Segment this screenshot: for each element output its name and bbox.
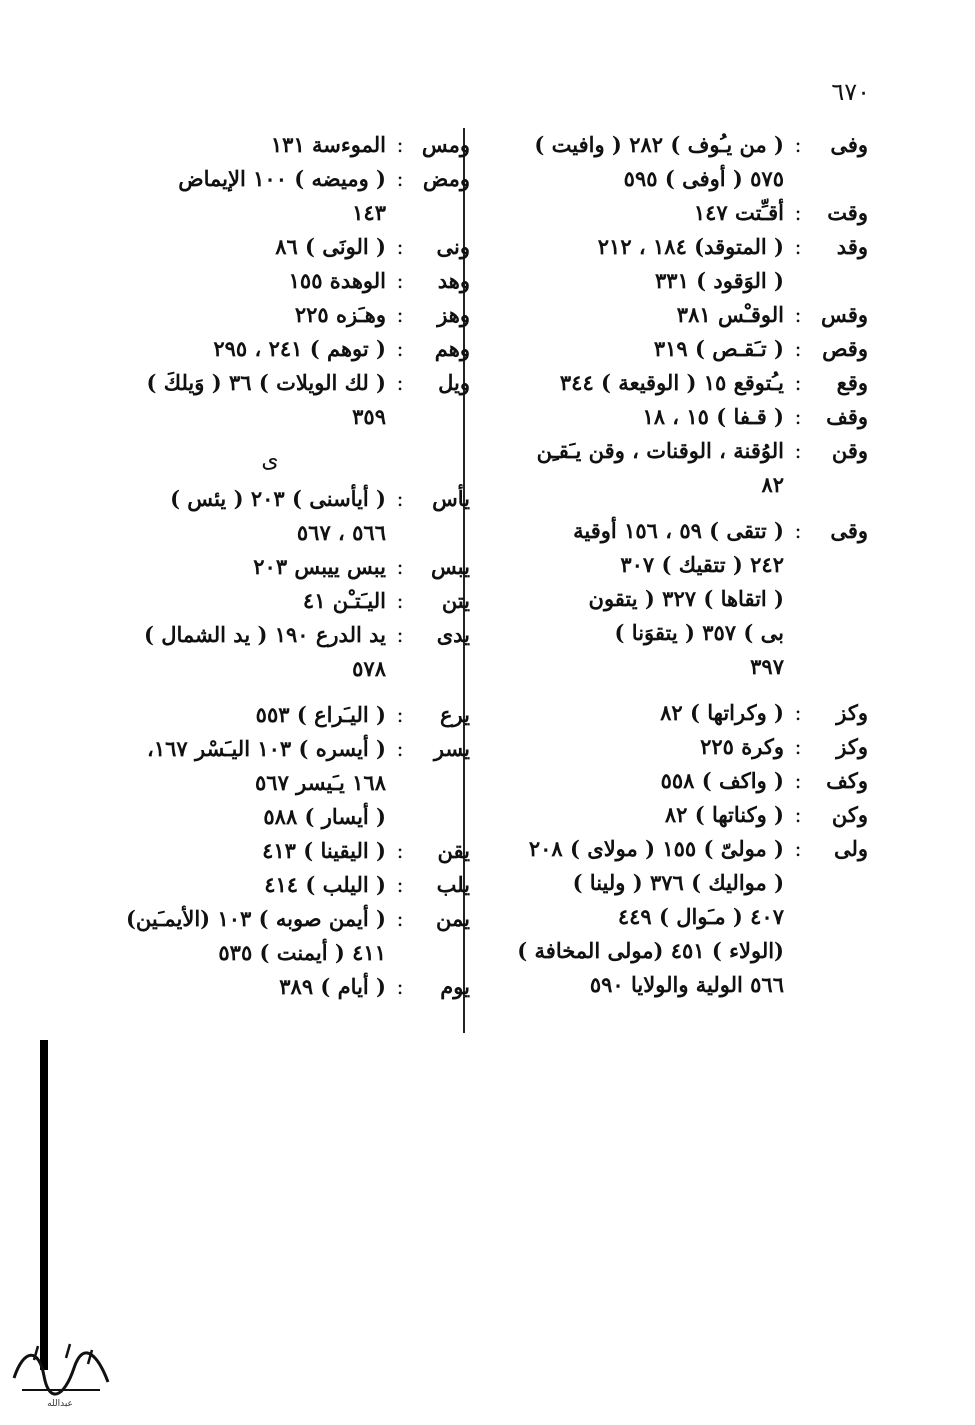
index-entry [70, 698, 470, 732]
reference-line: ٥٦٦ ، ٥٦٧ [296, 520, 386, 545]
index-entry [70, 162, 470, 230]
reference-line: ( مواليك ) ٣٧٦ ( ولينا ) [572, 870, 784, 895]
reference-line: ٤١١ ( أيمنت ) ٥٣٥ [218, 940, 386, 965]
entry-references [70, 732, 386, 834]
entry-separator: : [396, 133, 404, 157]
entry-separator: : [794, 371, 802, 395]
reference-line: (الولاء ) ٤٥١ (مولى المخافة ) [517, 938, 784, 963]
entry-separator: : [794, 201, 802, 225]
entry-references [70, 868, 386, 902]
reference-line: الوهدة ١٥٥ [288, 268, 386, 293]
reference-line: وكرة ٢٢٥ [700, 734, 784, 759]
entry-separator: : [396, 839, 404, 863]
entry-root: يرع [440, 702, 470, 727]
entry-root: وكن [831, 802, 868, 827]
entry-references [70, 332, 386, 366]
entry-references [468, 764, 784, 798]
reference-line: ( أيام ) ٣٨٩ [279, 974, 386, 999]
entry-separator: : [396, 167, 404, 191]
reference-line: ( أيأسنى ) ٢٠٣ ( يئس ) [170, 486, 386, 511]
entry-separator: : [396, 975, 404, 999]
entry-gap [70, 686, 470, 698]
entry-root: يوم [440, 974, 470, 999]
entry-root: وكز [836, 700, 868, 725]
entry-references [468, 366, 784, 400]
entry-references [70, 834, 386, 868]
entry-separator: : [794, 519, 802, 543]
reference-line: ( من يـُوف ) ٢٨٢ ( وافيت ) [534, 132, 784, 157]
entry-root: ونى [436, 234, 470, 259]
reference-line: ٥٦٦ الولية والولايا ٥٩٠ [589, 972, 784, 997]
reference-line: ( قـفا ) ١٥ ، ١٨ [642, 404, 784, 429]
entry-references [468, 730, 784, 764]
reference-line: ٥٧٨ [352, 656, 386, 681]
reference-line: ( واكف ) ٥٥٨ [660, 768, 784, 793]
index-entry [70, 482, 470, 550]
reference-line: ( توهم ) ٢٤١ ، ٢٩٥ [213, 336, 386, 361]
entry-references [468, 798, 784, 832]
reference-line: ٨٢ [761, 472, 784, 497]
entry-references [70, 230, 386, 264]
reference-line: الوُقنة ، الوقنات ، وقن يـَقـِن [536, 438, 784, 463]
entry-separator: : [794, 803, 802, 827]
entry-root: وفى [830, 132, 868, 157]
entry-separator: : [794, 769, 802, 793]
entry-root: وقد [836, 234, 868, 259]
entry-references [70, 970, 386, 1004]
entry-references [468, 332, 784, 366]
entry-references [70, 264, 386, 298]
entry-references [70, 550, 386, 584]
reference-line: ( المتوقد) ١٨٤ ، ٢١٢ [597, 234, 784, 259]
reference-line: ( اليـَراع ) ٥٥٣ [255, 702, 386, 727]
entry-root: يدى [436, 622, 470, 647]
reference-line: بى ) ٣٥٧ ( يتقوَنا ) [614, 620, 784, 645]
entry-root: يمن [436, 906, 470, 931]
entry-references [468, 230, 784, 298]
entry-references [468, 298, 784, 332]
entry-root: وهم [434, 336, 470, 361]
index-entry [468, 730, 868, 764]
reference-line: ١٦٨ يـَيسر ٥٦٧ [255, 770, 386, 795]
index-entry [468, 366, 868, 400]
entry-separator: : [396, 303, 404, 327]
section-letter-heading: ى [261, 448, 279, 473]
entry-separator: : [396, 269, 404, 293]
reference-line: ( الوَقود ) ٣٣١ [655, 268, 784, 293]
index-entry [70, 550, 470, 584]
reference-line: يبس ييبس ٢٠٣ [253, 554, 386, 579]
reference-line: أقـِّتت ١٤٧ [693, 200, 784, 225]
index-entry [70, 834, 470, 868]
entry-references [468, 400, 784, 434]
entry-root: يلب [436, 872, 470, 897]
index-entry [70, 264, 470, 298]
index-entry [468, 832, 868, 1002]
entry-references [70, 298, 386, 332]
entry-separator: : [396, 703, 404, 727]
reference-line: ( وكناتها ) ٨٢ [664, 802, 784, 827]
reference-line: ( لك الويلات ) ٣٦ ( وَيلكَ ) [146, 370, 386, 395]
reference-line: الموءسة ١٣١ [270, 132, 386, 157]
entry-separator: : [396, 371, 404, 395]
index-entry [468, 798, 868, 832]
index-column-left [70, 128, 470, 1004]
reference-line: ( أيمن صوبه ) ١٠٣ (الأيمـَين) [125, 906, 386, 931]
entry-references [468, 832, 784, 1002]
reference-line: الوقـْس ٣٨١ [676, 302, 784, 327]
entry-root: وهد [437, 268, 470, 293]
entry-root: وقن [831, 438, 868, 463]
reference-line: ( أيسار ) ٥٨٨ [263, 804, 386, 829]
entry-root: وقص [822, 336, 868, 361]
entry-references [70, 618, 386, 686]
index-entry [468, 196, 868, 230]
entry-references [468, 196, 784, 230]
index-entry [70, 128, 470, 162]
publisher-logo [4, 1338, 116, 1412]
entry-separator: : [396, 737, 404, 761]
entry-root: ومس [421, 132, 470, 157]
index-entry [468, 434, 868, 502]
entry-references [468, 434, 784, 502]
reference-line: ( تـَقـص ) ٣١٩ [653, 336, 784, 361]
entry-references [70, 902, 386, 970]
page-number: ٦٧٠ [831, 78, 870, 106]
reference-line: ( اليلب ) ٤١٤ [264, 872, 386, 897]
reference-line: يـُتوقع ١٥ ( الوقيعة ) ٣٤٤ [559, 370, 784, 395]
entry-root: ولى [833, 836, 868, 861]
reference-line: ( وكراتها ) ٨٢ [660, 700, 784, 725]
entry-separator: : [396, 907, 404, 931]
entry-separator: : [794, 235, 802, 259]
index-entry [70, 618, 470, 686]
entry-references [70, 128, 386, 162]
reference-line: ٥٧٥ ( أوفى ) ٥٩٥ [623, 166, 784, 191]
reference-line: ( مولىّ ) ١٥٥ ( مولاى ) ٢٠٨ [528, 836, 784, 861]
entry-separator: : [794, 337, 802, 361]
index-entry [468, 332, 868, 366]
index-entry [70, 868, 470, 902]
entry-references [468, 514, 784, 684]
margin-bar [40, 1040, 48, 1370]
entry-root: وقف [826, 404, 868, 429]
reference-line: اليـَتـْن ٤١ [302, 588, 386, 613]
entry-separator: : [794, 133, 802, 157]
reference-line: ( اتقاها ) ٣٢٧ ( يتقون [588, 586, 784, 611]
reference-line: ٣٥٩ [352, 404, 386, 429]
entry-separator: : [794, 405, 802, 429]
index-entry [468, 128, 868, 196]
entry-separator: : [794, 735, 802, 759]
entry-separator: : [794, 701, 802, 725]
entry-separator: : [396, 623, 404, 647]
entry-gap [468, 502, 868, 514]
entry-separator: : [396, 235, 404, 259]
reference-line: يد الدرع ١٩٠ ( يد الشمال ) [143, 622, 386, 647]
entry-separator: : [396, 555, 404, 579]
reference-line: ١٤٣ [352, 200, 386, 225]
entry-separator: : [396, 589, 404, 613]
reference-line: ( الونَى ) ٨٦ [275, 234, 386, 259]
index-entry [70, 902, 470, 970]
entry-separator: : [396, 487, 404, 511]
index-entry [70, 332, 470, 366]
index-entry [468, 298, 868, 332]
entry-references [70, 584, 386, 618]
entry-root: ويل [438, 370, 470, 395]
index-entry [70, 584, 470, 618]
entry-references [70, 698, 386, 732]
index-entry [468, 400, 868, 434]
entry-root: وقس [821, 302, 868, 327]
entry-references [468, 696, 784, 730]
index-entry [70, 366, 470, 434]
entry-root: وقت [827, 200, 868, 225]
entry-references [70, 366, 386, 434]
entry-root: يبس [431, 554, 470, 579]
entry-references [70, 162, 386, 230]
entry-references [468, 128, 784, 196]
entry-root: يسر [433, 736, 470, 761]
reference-line: ٤٠٧ ( مـَوال ) ٤٤٩ [617, 904, 784, 929]
entry-root: وهز [437, 302, 470, 327]
entry-separator: : [794, 439, 802, 463]
reference-line: ٣٩٧ [750, 654, 784, 679]
index-entry [468, 230, 868, 298]
entry-root: وقى [830, 518, 868, 543]
reference-line: ( أيسره ) ١٠٣ اليـَسْر ١٦٧، [147, 736, 386, 761]
index-entry [468, 764, 868, 798]
entry-separator: : [396, 337, 404, 361]
entry-separator: : [794, 303, 802, 327]
reference-line: ( تتقى ) ٥٩ ، ١٥٦ أوقية [573, 518, 784, 543]
index-entry [468, 514, 868, 684]
entry-root: يقن [437, 838, 470, 863]
entry-gap [468, 684, 868, 696]
entry-root: ومض [422, 166, 470, 191]
reference-line: ( اليقينا ) ٤١٣ [262, 838, 386, 863]
index-entry [70, 230, 470, 264]
reference-line: ( وميضه ) ١٠٠ الإيماض [178, 166, 386, 191]
entry-root: يأس [432, 486, 470, 511]
entry-references [70, 482, 386, 550]
entry-root: وقع [836, 370, 868, 395]
index-entry [70, 970, 470, 1004]
index-entry [70, 732, 470, 834]
svg-text:عبدالله: عبدالله [47, 1399, 73, 1409]
entry-separator: : [396, 873, 404, 897]
reference-line: ٢٤٢ ( تتقيك ) ٣٠٧ [620, 552, 784, 577]
entry-root: وكز [836, 734, 868, 759]
entry-root: يتن [441, 588, 470, 613]
index-entry [70, 298, 470, 332]
index-entry [468, 696, 868, 730]
index-column-right [468, 128, 868, 1002]
entry-separator: : [794, 837, 802, 861]
entry-root: وكف [826, 768, 868, 793]
reference-line: وهـَزه ٢٢٥ [294, 302, 386, 327]
